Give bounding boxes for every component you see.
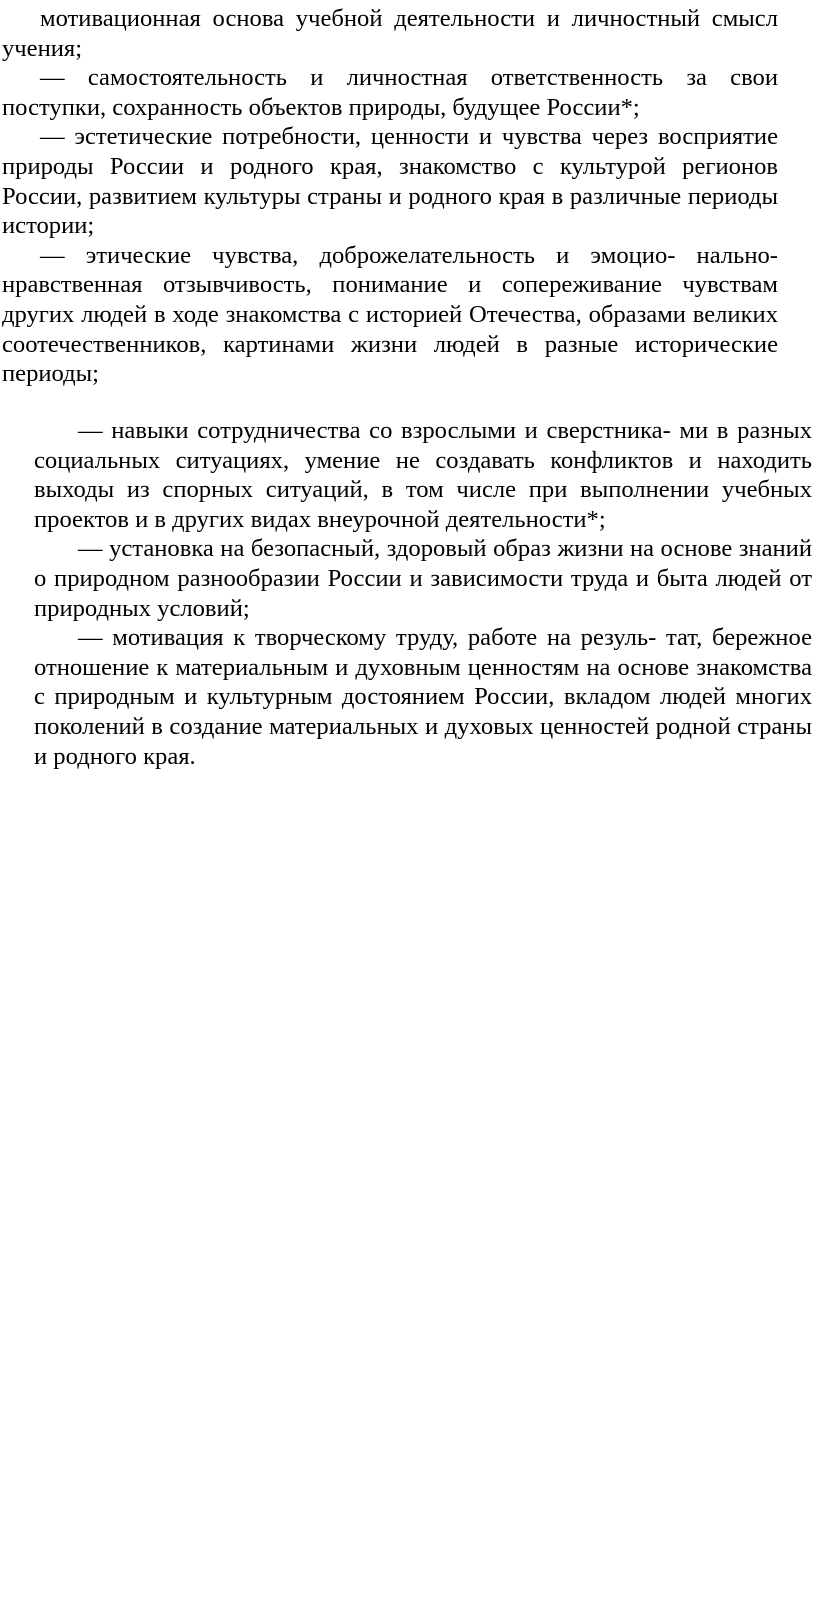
paragraph-aesthetic: — эстетические потребности, ценности и чувства через восприятие природы России и родного края, знакомство с культурой регионов России, развитием культуры страны и родного края в различные периоды истории; xyxy=(2,123,778,240)
paragraph-ethical: — этические чувства, доброжелательность и эмоцио- нально-нравственная отзывчивость, понимание и сопереживание чувствам других людей в ходе знакомства с историей Отечества, образами великих соотечественников, картинами жизни людей в разные исторические периоды; xyxy=(2,241,778,388)
paragraph-cooperation: — навыки сотрудничества со взрослыми и сверстника- ми в разных социальных ситуациях, умение не создавать конфликтов и находить выходы из спорных ситуаций, в том числе при выполнении учебных проектов и в других видах внеурочной деятельности*; xyxy=(34,417,812,533)
paragraph-independence: — самостоятельность и личностная ответственность за свои поступки, сохранность объектов природы, будущее России*; xyxy=(2,64,778,121)
text-block-bottom xyxy=(34,416,812,771)
paragraph-healthy-lifestyle: — установка на безопасный, здоровый образ жизни на основе знаний о природном разнообразии России и зависимости труда и быта людей от природных условий; xyxy=(34,535,812,622)
paragraph-motivation: мотивационная основа учебной деятельности и личностный смысл учения; xyxy=(2,5,778,62)
paragraph-creative-work: — мотивация к творческому труду, работе на резуль- тат, бережное отношение к материальным и духовным ценностям на основе знакомства с природным и культурным достоянием России, вкладом людей многих поколений в создание материальных и духовых ценностей родной страны и родного края. xyxy=(34,624,812,770)
text-block-top xyxy=(2,4,778,389)
